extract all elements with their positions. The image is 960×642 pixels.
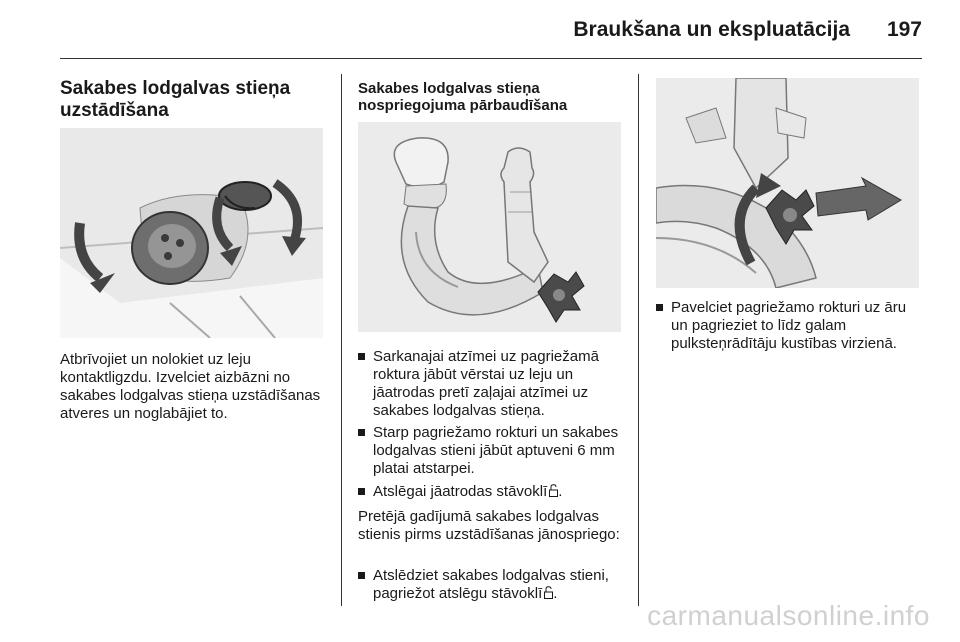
handwheel-figure	[656, 78, 919, 288]
towbar-figure	[358, 122, 621, 332]
bullet-text: Atslēgai jāatrodas stāvoklī	[373, 483, 548, 500]
bullet-square	[358, 488, 365, 495]
bullet-unlock: Atslēdziet sakabes lodgalvas stieni, pagriežot atslēgu stāvoklī .	[358, 567, 628, 603]
open-lock-icon	[549, 484, 558, 497]
bullet-square	[358, 353, 365, 360]
socket-cover-rotation-illustration	[60, 128, 323, 338]
section-heading-install: Sakabes lodgalvas stieņa uzstādīšana	[60, 78, 291, 121]
bullet-text: Atslēdziet sakabes lodgalvas stieni, pagriežot atslēgu stāvoklī	[373, 567, 609, 602]
column-divider-left	[341, 74, 342, 606]
bullet-square	[358, 572, 365, 579]
page-number: 197	[886, 18, 922, 41]
open-lock-icon	[544, 586, 553, 599]
running-header-title: Braukšana un ekspluatācija	[573, 18, 850, 41]
tension-paragraph: Pretējā gadījumā sakabes lodgalvas stienis pirms uzstādīšanas jānospriego:	[358, 508, 620, 543]
header-rule	[60, 58, 922, 59]
bullet-pull-rotate	[656, 299, 926, 353]
section-heading-tension-check: Sakabes lodgalvas stieņa nospriegojuma pārbaudīšana	[358, 80, 568, 114]
socket-cover-figure	[60, 128, 323, 338]
bullet-gap-6mm	[358, 424, 623, 478]
install-paragraph: Atbrīvojiet un nolokiet uz leju kontaktligzdu. Izvelciet aizbāzni no sakabes lodgalvas stieņa uzstādīšanas atveres un noglabājiet to.	[60, 351, 321, 422]
bullet-key-position: Atslēgai jāatrodas stāvoklī .	[358, 483, 623, 501]
bullet-square	[358, 429, 365, 436]
watermark: carmanualsonline.info	[647, 600, 930, 631]
bullet-text: Pavelciet pagriežamo rokturi uz āru un pagrieziet to līdz galam pulksteņrādītāju kustības virzienā.	[671, 299, 907, 352]
bullet-text: Sarkanajai atzīmei uz pagriežamā roktura jābūt vērstai uz leju un jāatrodas pretī zaļajai atzīmei uz sakabes lodgalvas stieņa.	[373, 348, 599, 419]
towbar-ball-rod-illustration	[358, 122, 621, 332]
bullet-red-mark	[358, 348, 623, 420]
handwheel-pull-rotate-illustration	[656, 78, 919, 288]
bullet-square	[656, 304, 663, 311]
bullet-text: Starp pagriežamo rokturi un sakabes lodgalvas stieni jābūt aptuveni 6 mm platai atstarpei.	[373, 424, 619, 477]
column-divider-right	[638, 74, 639, 606]
